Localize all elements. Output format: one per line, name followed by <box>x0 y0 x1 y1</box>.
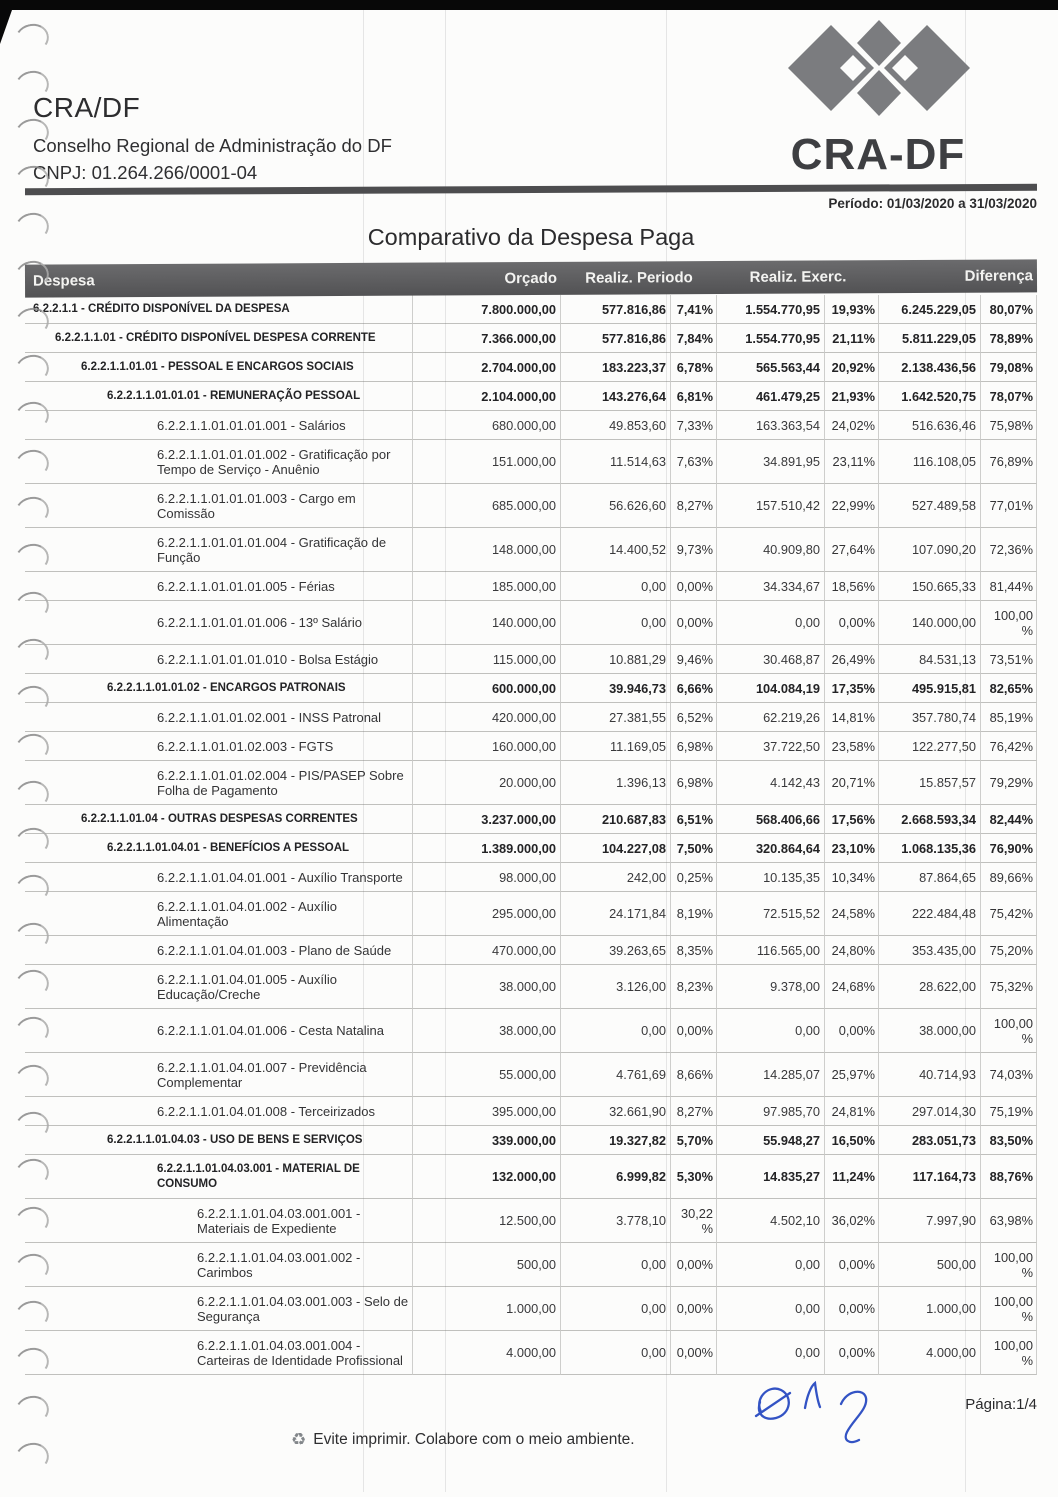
column-header-realiz-periodo: Realiz. Periodo <box>585 269 693 287</box>
realiz-periodo-pct-cell: 6,98​% <box>671 732 717 761</box>
diferenca-pct-cell: 82,65​% <box>981 674 1037 703</box>
orcado-cell: 395.000,00 <box>413 1097 561 1126</box>
table-body <box>25 295 1037 1375</box>
diferenca-pct-cell: 75,19​% <box>981 1097 1037 1126</box>
table-row <box>25 1009 1037 1053</box>
realiz-periodo-pct-cell: 0,00​% <box>671 1009 717 1053</box>
realiz-exerc-value-cell: 37.722,50 <box>717 732 825 761</box>
realiz-exerc-pct-cell: 23,11​% <box>825 440 879 484</box>
realiz-exerc-value-cell: 55.948,27 <box>717 1126 825 1155</box>
realiz-exerc-pct-cell: 24,02​% <box>825 411 879 440</box>
realiz-periodo-pct-cell: 7,84​% <box>671 324 717 353</box>
orcado-cell: 140.000,00 <box>413 601 561 645</box>
realiz-exerc-value-cell: 0,00 <box>717 1331 825 1375</box>
table-row <box>25 1053 1037 1097</box>
orcado-cell: 500,00 <box>413 1243 561 1287</box>
despesa-cell: 6.2.2.1.1.01.01.01.006 - 13º Salário <box>25 601 413 645</box>
realiz-exerc-pct-cell: 24,80​% <box>825 936 879 965</box>
orcado-cell: 680.000,00 <box>413 411 561 440</box>
diferenca-value-cell: 357.780,74 <box>879 703 981 732</box>
realiz-exerc-pct-cell: 21,11​% <box>825 324 879 353</box>
orcado-cell: 3.237.000,00 <box>413 805 561 834</box>
realiz-periodo-pct-cell: 7,63​% <box>671 440 717 484</box>
realiz-periodo-pct-cell: 6,52​% <box>671 703 717 732</box>
table-row <box>25 382 1037 411</box>
realiz-exerc-pct-cell: 0,00​% <box>825 1243 879 1287</box>
diferenca-pct-cell: 100,00​% <box>981 1243 1037 1287</box>
realiz-exerc-pct-cell: 0,00​% <box>825 1331 879 1375</box>
realiz-exerc-pct-cell: 24,81​% <box>825 1097 879 1126</box>
realiz-periodo-pct-cell: 8,27​% <box>671 484 717 528</box>
table-row <box>25 1199 1037 1243</box>
realiz-periodo-value-cell: 0,00 <box>561 1009 671 1053</box>
column-header-diferenca: Diferença <box>964 267 1034 285</box>
orcado-cell: 1.389.000,00 <box>413 834 561 863</box>
despesa-cell: 6.2.2.1.1.01.04.01.002 - Auxílio Alimentação <box>25 892 413 936</box>
realiz-periodo-pct-cell: 8,23​% <box>671 965 717 1009</box>
orcado-cell: 4.000,00 <box>413 1331 561 1375</box>
table-row <box>25 863 1037 892</box>
despesa-cell: 6.2.2.1.1.01.04.01.007 - Previdência Complementar <box>25 1053 413 1097</box>
realiz-periodo-value-cell: 577.816,86 <box>561 324 671 353</box>
realiz-periodo-value-cell: 56.626,60 <box>561 484 671 528</box>
realiz-periodo-value-cell: 143.276,64 <box>561 382 671 411</box>
realiz-exerc-pct-cell: 24,68​% <box>825 965 879 1009</box>
despesa-cell: 6.2.2.1.1.01.01.02.001 - INSS Patronal <box>25 703 413 732</box>
despesa-cell: 6.2.2.1.1.01.04.03.001.003 - Selo de Segurança <box>25 1287 413 1331</box>
period-label: Período: 01/03/2020 a 31/03/2020 <box>828 196 1037 211</box>
table-row <box>25 834 1037 863</box>
realiz-periodo-pct-cell: 0,00​% <box>671 1331 717 1375</box>
column-header-orcado: Orçado <box>504 269 558 288</box>
orcado-cell: 685.000,00 <box>413 484 561 528</box>
realiz-exerc-pct-cell: 20,92​% <box>825 353 879 382</box>
realiz-periodo-pct-cell: 7,33​% <box>671 411 717 440</box>
realiz-exerc-value-cell: 97.985,70 <box>717 1097 825 1126</box>
realiz-exerc-pct-cell: 24,58​% <box>825 892 879 936</box>
diferenca-value-cell: 1.000,00 <box>879 1287 981 1331</box>
scan-edge-bar <box>0 0 1058 10</box>
realiz-periodo-value-cell: 0,00 <box>561 572 671 601</box>
realiz-periodo-value-cell: 3.778,10 <box>561 1199 671 1243</box>
orcado-cell: 38.000,00 <box>413 965 561 1009</box>
despesa-cell: 6.2.2.1.1.01.04.01 - BENEFÍCIOS A PESSOAL <box>25 834 413 863</box>
realiz-exerc-pct-cell: 11,24​% <box>825 1155 879 1199</box>
realiz-periodo-pct-cell: 9,73​% <box>671 528 717 572</box>
table-row <box>25 440 1037 484</box>
realiz-periodo-pct-cell: 0,00​% <box>671 572 717 601</box>
realiz-exerc-pct-cell: 0,00​% <box>825 1009 879 1053</box>
realiz-exerc-pct-cell: 0,00​% <box>825 601 879 645</box>
diferenca-value-cell: 7.997,90 <box>879 1199 981 1243</box>
diferenca-pct-cell: 82,44​% <box>981 805 1037 834</box>
realiz-exerc-pct-cell: 19,93​% <box>825 295 879 324</box>
diferenca-pct-cell: 100,00​% <box>981 1331 1037 1375</box>
orcado-cell: 2.704.000,00 <box>413 353 561 382</box>
diferenca-pct-cell: 100,00​% <box>981 601 1037 645</box>
page-title: Comparativo da Despesa Paga <box>367 224 695 250</box>
diferenca-value-cell: 495.915,81 <box>879 674 981 703</box>
orcado-cell: 600.000,00 <box>413 674 561 703</box>
despesa-cell: 6.2.2.1.1.01.01.01.005 - Férias <box>25 572 413 601</box>
diferenca-pct-cell: 79,29​% <box>981 761 1037 805</box>
despesa-cell: 6.2.2.1.1.01.04.03.001.001 - Materiais de Expediente <box>25 1199 413 1243</box>
realiz-exerc-value-cell: 40.909,80 <box>717 528 825 572</box>
orcado-cell: 420.000,00 <box>413 703 561 732</box>
org-short-name: CRA/DF <box>33 92 141 123</box>
realiz-periodo-pct-cell: 6,66​% <box>671 674 717 703</box>
despesa-cell: 6.2.2.1.1.01.04.01.005 - Auxílio Educação/Creche <box>25 965 413 1009</box>
diferenca-value-cell: 28.622,00 <box>879 965 981 1009</box>
binding-hole-arc <box>12 1392 52 1428</box>
realiz-exerc-pct-cell: 17,56​% <box>825 805 879 834</box>
realiz-periodo-value-cell: 4.761,69 <box>561 1053 671 1097</box>
realiz-periodo-value-cell: 183.223,37 <box>561 353 671 382</box>
realiz-periodo-value-cell: 27.381,55 <box>561 703 671 732</box>
diferenca-pct-cell: 89,66​% <box>981 863 1037 892</box>
realiz-periodo-pct-cell: 0,00​% <box>671 1287 717 1331</box>
realiz-periodo-pct-cell: 0,00​% <box>671 1243 717 1287</box>
diferenca-pct-cell: 75,20​% <box>981 936 1037 965</box>
diferenca-value-cell: 6.245.229,05 <box>879 295 981 324</box>
diferenca-value-cell: 15.857,57 <box>879 761 981 805</box>
expense-table <box>25 262 1037 1375</box>
realiz-exerc-value-cell: 116.565,00 <box>717 936 825 965</box>
realiz-periodo-value-cell: 242,00 <box>561 863 671 892</box>
despesa-cell: 6.2.2.1.1.01.04.01.008 - Terceirizados <box>25 1097 413 1126</box>
orcado-cell: 2.104.000,00 <box>413 382 561 411</box>
table-row <box>25 732 1037 761</box>
diferenca-pct-cell: 75,32​% <box>981 965 1037 1009</box>
table-row <box>25 295 1037 324</box>
realiz-periodo-value-cell: 24.171,84 <box>561 892 671 936</box>
diferenca-pct-cell: 100,00​% <box>981 1287 1037 1331</box>
realiz-exerc-value-cell: 62.219,26 <box>717 703 825 732</box>
table-row <box>25 965 1037 1009</box>
realiz-exerc-value-cell: 0,00 <box>717 601 825 645</box>
table-row <box>25 892 1037 936</box>
despesa-cell: 6.2.2.1.1.01.01.01 - REMUNERAÇÃO PESSOAL <box>25 382 413 411</box>
page-number: Página:1/4 <box>965 1396 1037 1413</box>
orcado-cell: 148.000,00 <box>413 528 561 572</box>
realiz-periodo-pct-cell: 7,50​% <box>671 834 717 863</box>
orcado-cell: 12.500,00 <box>413 1199 561 1243</box>
realiz-periodo-value-cell: 14.400,52 <box>561 528 671 572</box>
realiz-exerc-pct-cell: 21,93​% <box>825 382 879 411</box>
table-row <box>25 411 1037 440</box>
realiz-exerc-pct-cell: 16,50​% <box>825 1126 879 1155</box>
diferenca-value-cell: 2.668.593,34 <box>879 805 981 834</box>
diferenca-value-cell: 1.642.520,75 <box>879 382 981 411</box>
realiz-exerc-value-cell: 30.468,87 <box>717 645 825 674</box>
realiz-exerc-pct-cell: 0,00​% <box>825 1287 879 1331</box>
realiz-exerc-value-cell: 568.406,66 <box>717 805 825 834</box>
diferenca-pct-cell: 80,07​% <box>981 295 1037 324</box>
diferenca-pct-cell: 75,42​% <box>981 892 1037 936</box>
diferenca-pct-cell: 63,98​% <box>981 1199 1037 1243</box>
diferenca-value-cell: 353.435,00 <box>879 936 981 965</box>
realiz-periodo-value-cell: 104.227,08 <box>561 834 671 863</box>
despesa-cell: 6.2.2.1.1.01.04.03.001.004 - Carteiras de Identidade Profissional <box>25 1331 413 1375</box>
realiz-periodo-pct-cell: 5,30​% <box>671 1155 717 1199</box>
realiz-exerc-value-cell: 0,00 <box>717 1009 825 1053</box>
orcado-cell: 339.000,00 <box>413 1126 561 1155</box>
realiz-exerc-value-cell: 34.334,67 <box>717 572 825 601</box>
realiz-periodo-pct-cell: 30,22​% <box>671 1199 717 1243</box>
diferenca-pct-cell: 75,98​% <box>981 411 1037 440</box>
orcado-cell: 132.000,00 <box>413 1155 561 1199</box>
table-row <box>25 805 1037 834</box>
realiz-exerc-pct-cell: 22,99​% <box>825 484 879 528</box>
realiz-exerc-pct-cell: 23,10​% <box>825 834 879 863</box>
realiz-periodo-value-cell: 32.661,90 <box>561 1097 671 1126</box>
realiz-periodo-pct-cell: 0,25​% <box>671 863 717 892</box>
realiz-periodo-pct-cell: 0,00​% <box>671 601 717 645</box>
header-divider <box>25 184 1037 195</box>
table-row <box>25 936 1037 965</box>
realiz-exerc-pct-cell: 36,02​% <box>825 1199 879 1243</box>
despesa-cell: 6.2.2.1.1.01.01.01.004 - Gratificação de Função <box>25 528 413 572</box>
realiz-periodo-value-cell: 0,00 <box>561 1243 671 1287</box>
diferenca-value-cell: 527.489,58 <box>879 484 981 528</box>
diferenca-value-cell: 38.000,00 <box>879 1009 981 1053</box>
diferenca-pct-cell: 85,19​% <box>981 703 1037 732</box>
realiz-periodo-pct-cell: 6,78​% <box>671 353 717 382</box>
table-row <box>25 1155 1037 1199</box>
diferenca-value-cell: 107.090,20 <box>879 528 981 572</box>
realiz-exerc-pct-cell: 25,97​% <box>825 1053 879 1097</box>
realiz-periodo-value-cell: 1.396,13 <box>561 761 671 805</box>
despesa-cell: 6.2.2.1.1.01.01 - PESSOAL E ENCARGOS SOCIAIS <box>25 353 413 382</box>
diferenca-pct-cell: 79,08​% <box>981 353 1037 382</box>
table-row <box>25 645 1037 674</box>
despesa-cell: 6.2.2.1.1.01.01.02.003 - FGTS <box>25 732 413 761</box>
realiz-periodo-value-cell: 0,00 <box>561 1331 671 1375</box>
realiz-exerc-value-cell: 461.479,25 <box>717 382 825 411</box>
realiz-periodo-value-cell: 39.263,65 <box>561 936 671 965</box>
recycle-icon: ♻︎ <box>291 1430 307 1449</box>
cra-df-logo-icon <box>784 18 974 118</box>
diferenca-value-cell: 516.636,46 <box>879 411 981 440</box>
diferenca-value-cell: 87.864,65 <box>879 863 981 892</box>
realiz-periodo-value-cell: 11.514,63 <box>561 440 671 484</box>
table-row <box>25 761 1037 805</box>
realiz-exerc-pct-cell: 14,81​% <box>825 703 879 732</box>
orcado-cell: 55.000,00 <box>413 1053 561 1097</box>
realiz-periodo-value-cell: 49.853,60 <box>561 411 671 440</box>
table-row <box>25 1243 1037 1287</box>
table-row <box>25 528 1037 572</box>
orcado-cell: 185.000,00 <box>413 572 561 601</box>
diferenca-value-cell: 117.164,73 <box>879 1155 981 1199</box>
logo-wordmark: CRA-DF <box>790 130 966 179</box>
orcado-cell: 7.366.000,00 <box>413 324 561 353</box>
realiz-exerc-value-cell: 4.142,43 <box>717 761 825 805</box>
despesa-cell: 6.2.2.1.1.01.01.02.004 - PIS/PASEP Sobre Folha de Pagamento <box>25 761 413 805</box>
despesa-cell: 6.2.2.1.1.01.01.02 - ENCARGOS PATRONAIS <box>25 674 413 703</box>
orcado-cell: 160.000,00 <box>413 732 561 761</box>
realiz-periodo-pct-cell: 5,70​% <box>671 1126 717 1155</box>
table-row <box>25 1097 1037 1126</box>
realiz-periodo-value-cell: 11.169,05 <box>561 732 671 761</box>
diferenca-pct-cell: 74,03​% <box>981 1053 1037 1097</box>
realiz-periodo-value-cell: 19.327,82 <box>561 1126 671 1155</box>
realiz-periodo-value-cell: 0,00 <box>561 601 671 645</box>
diferenca-pct-cell: 76,89​% <box>981 440 1037 484</box>
table-row <box>25 324 1037 353</box>
table-row <box>25 1331 1037 1375</box>
realiz-exerc-value-cell: 10.135,35 <box>717 863 825 892</box>
org-cnpj: CNPJ: 01.264.266/0001-04 <box>33 162 258 183</box>
realiz-periodo-value-cell: 39.946,73 <box>561 674 671 703</box>
table-row <box>25 484 1037 528</box>
realiz-periodo-pct-cell: 8,19​% <box>671 892 717 936</box>
orcado-cell: 295.000,00 <box>413 892 561 936</box>
realiz-periodo-value-cell: 577.816,86 <box>561 295 671 324</box>
diferenca-value-cell: 122.277,50 <box>879 732 981 761</box>
eco-note <box>291 1430 635 1450</box>
realiz-exerc-value-cell: 4.502,10 <box>717 1199 825 1243</box>
org-full-name: Conselho Regional de Administração do DF <box>33 135 392 156</box>
despesa-cell: 6.2.2.1.1.01.04.03 - USO DE BENS E SERVIÇOS <box>25 1126 413 1155</box>
diferenca-pct-cell: 77,01​% <box>981 484 1037 528</box>
diferenca-pct-cell: 100,00​% <box>981 1009 1037 1053</box>
realiz-exerc-value-cell: 72.515,52 <box>717 892 825 936</box>
despesa-cell: 6.2.2.1.1.01.04.03.001.002 - Carimbos <box>25 1243 413 1287</box>
realiz-periodo-pct-cell: 8,66​% <box>671 1053 717 1097</box>
despesa-cell: 6.2.2.1.1.01.04.01.001 - Auxílio Transporte <box>25 863 413 892</box>
despesa-cell: 6.2.2.1.1.01 - CRÉDITO DISPONÍVEL DESPESA CORRENTE <box>25 324 413 353</box>
realiz-exerc-value-cell: 9.378,00 <box>717 965 825 1009</box>
diferenca-pct-cell: 81,44​% <box>981 572 1037 601</box>
diferenca-value-cell: 150.665,33 <box>879 572 981 601</box>
realiz-periodo-pct-cell: 9,46​% <box>671 645 717 674</box>
realiz-periodo-pct-cell: 6,81​% <box>671 382 717 411</box>
realiz-exerc-value-cell: 163.363,54 <box>717 411 825 440</box>
diferenca-pct-cell: 83,50​% <box>981 1126 1037 1155</box>
diferenca-value-cell: 5.811.229,05 <box>879 324 981 353</box>
table-row <box>25 674 1037 703</box>
table-row <box>25 703 1037 732</box>
orcado-cell: 98.000,00 <box>413 863 561 892</box>
realiz-exerc-pct-cell: 17,35​% <box>825 674 879 703</box>
diferenca-value-cell: 40.714,93 <box>879 1053 981 1097</box>
diferenca-pct-cell: 76,90​% <box>981 834 1037 863</box>
diferenca-pct-cell: 73,51​% <box>981 645 1037 674</box>
realiz-periodo-pct-cell: 8,35​% <box>671 936 717 965</box>
orcado-cell: 38.000,00 <box>413 1009 561 1053</box>
pen-signature-marks <box>745 1376 897 1454</box>
despesa-cell: 6.2.2.1.1.01.01.01.010 - Bolsa Estágio <box>25 645 413 674</box>
realiz-exerc-value-cell: 1.554.770,95 <box>717 324 825 353</box>
orcado-cell: 20.000,00 <box>413 761 561 805</box>
realiz-periodo-value-cell: 0,00 <box>561 1287 671 1331</box>
diferenca-value-cell: 297.014,30 <box>879 1097 981 1126</box>
table-header-row <box>25 259 1037 297</box>
realiz-exerc-value-cell: 157.510,42 <box>717 484 825 528</box>
realiz-exerc-pct-cell: 26,49​% <box>825 645 879 674</box>
realiz-periodo-value-cell: 3.126,00 <box>561 965 671 1009</box>
realiz-exerc-value-cell: 14.835,27 <box>717 1155 825 1199</box>
diferenca-pct-cell: 78,89​% <box>981 324 1037 353</box>
realiz-periodo-pct-cell: 6,98​% <box>671 761 717 805</box>
diferenca-pct-cell: 78,07​% <box>981 382 1037 411</box>
realiz-periodo-pct-cell: 7,41​% <box>671 295 717 324</box>
realiz-exerc-value-cell: 104.084,19 <box>717 674 825 703</box>
binding-hole-arc <box>12 20 52 56</box>
despesa-cell: 6.2.2.1.1 - CRÉDITO DISPONÍVEL DA DESPESA <box>25 295 413 324</box>
orcado-cell: 7.800.000,00 <box>413 295 561 324</box>
despesa-cell: 6.2.2.1.1.01.01.01.002 - Gratificação por Tempo de Serviço - Anuênio <box>25 440 413 484</box>
orcado-cell: 1.000,00 <box>413 1287 561 1331</box>
diferenca-value-cell: 1.068.135,36 <box>879 834 981 863</box>
eco-note-text: Evite imprimir. Colabore com o meio ambiente. <box>313 1431 635 1448</box>
realiz-exerc-value-cell: 0,00 <box>717 1243 825 1287</box>
despesa-cell: 6.2.2.1.1.01.01.01.003 - Cargo em Comissão <box>25 484 413 528</box>
diferenca-value-cell: 140.000,00 <box>879 601 981 645</box>
diferenca-pct-cell: 88,76​% <box>981 1155 1037 1199</box>
scan-corner-shadow <box>0 10 12 44</box>
diferenca-value-cell: 222.484,48 <box>879 892 981 936</box>
realiz-exerc-value-cell: 0,00 <box>717 1287 825 1331</box>
binding-hole-arc <box>12 1439 52 1475</box>
realiz-periodo-pct-cell: 6,51​% <box>671 805 717 834</box>
orcado-cell: 151.000,00 <box>413 440 561 484</box>
diferenca-pct-cell: 72,36​% <box>981 528 1037 572</box>
realiz-exerc-pct-cell: 20,71​% <box>825 761 879 805</box>
despesa-cell: 6.2.2.1.1.01.04.01.003 - Plano de Saúde <box>25 936 413 965</box>
realiz-exerc-value-cell: 1.554.770,95 <box>717 295 825 324</box>
realiz-exerc-value-cell: 34.891,95 <box>717 440 825 484</box>
table-row <box>25 601 1037 645</box>
realiz-exerc-pct-cell: 10,34​% <box>825 863 879 892</box>
diferenca-value-cell: 2.138.436,56 <box>879 353 981 382</box>
table-row <box>25 572 1037 601</box>
realiz-exerc-value-cell: 320.864,64 <box>717 834 825 863</box>
orcado-cell: 115.000,00 <box>413 645 561 674</box>
column-header-despesa: Despesa <box>32 272 95 290</box>
realiz-exerc-value-cell: 565.563,44 <box>717 353 825 382</box>
diferenca-value-cell: 84.531,13 <box>879 645 981 674</box>
realiz-exerc-pct-cell: 27,64​% <box>825 528 879 572</box>
column-header-realiz-exerc: Realiz. Exerc. <box>749 268 847 286</box>
diferenca-value-cell: 116.108,05 <box>879 440 981 484</box>
orcado-cell: 470.000,00 <box>413 936 561 965</box>
diferenca-value-cell: 283.051,73 <box>879 1126 981 1155</box>
despesa-cell: 6.2.2.1.1.01.04 - OUTRAS DESPESAS CORRENTES <box>25 805 413 834</box>
realiz-exerc-pct-cell: 18,56​% <box>825 572 879 601</box>
table-row <box>25 1287 1037 1331</box>
diferenca-pct-cell: 76,42​% <box>981 732 1037 761</box>
realiz-exerc-value-cell: 14.285,07 <box>717 1053 825 1097</box>
table-row <box>25 353 1037 382</box>
despesa-cell: 6.2.2.1.1.01.04.03.001 - MATERIAL DE CONSUMO <box>25 1155 413 1199</box>
realiz-exerc-pct-cell: 23,58​% <box>825 732 879 761</box>
realiz-periodo-value-cell: 10.881,29 <box>561 645 671 674</box>
despesa-cell: 6.2.2.1.1.01.04.01.006 - Cesta Natalina <box>25 1009 413 1053</box>
realiz-periodo-value-cell: 210.687,83 <box>561 805 671 834</box>
realiz-periodo-value-cell: 6.999,82 <box>561 1155 671 1199</box>
diferenca-value-cell: 500,00 <box>879 1243 981 1287</box>
despesa-cell: 6.2.2.1.1.01.01.01.001 - Salários <box>25 411 413 440</box>
realiz-periodo-pct-cell: 8,27​% <box>671 1097 717 1126</box>
table-row <box>25 1126 1037 1155</box>
diferenca-value-cell: 4.000,00 <box>879 1331 981 1375</box>
